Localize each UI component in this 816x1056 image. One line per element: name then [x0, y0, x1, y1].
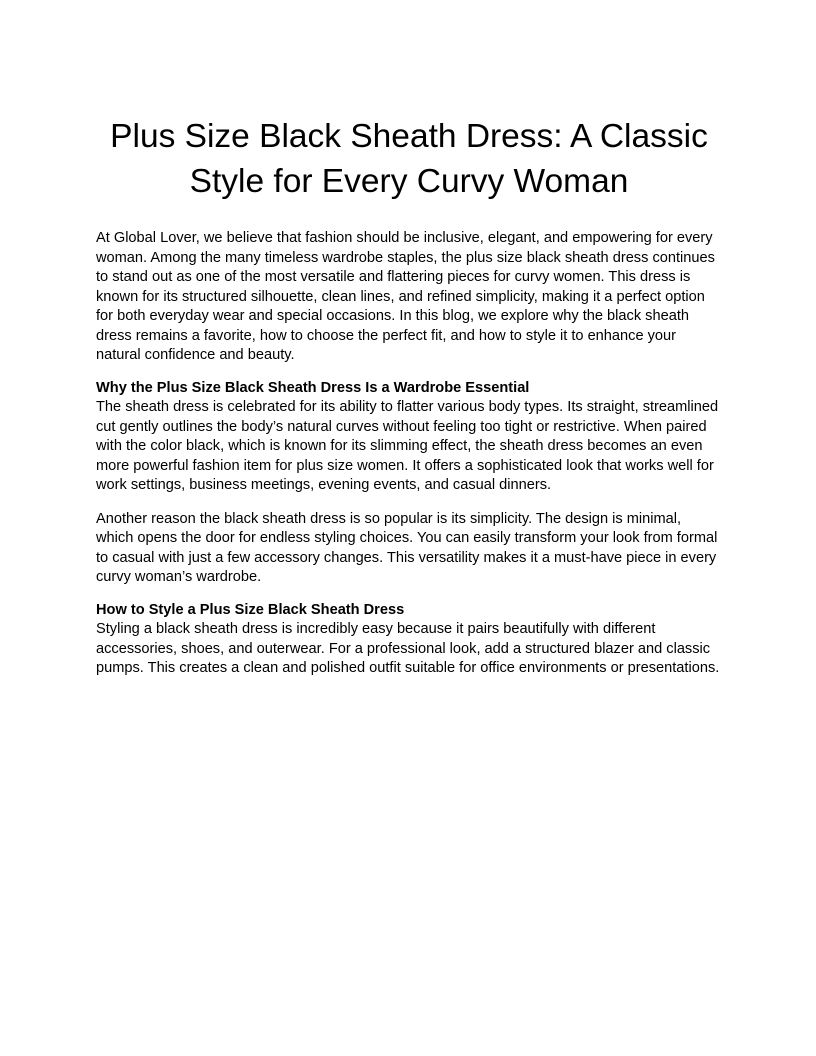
section-paragraph: Styling a black sheath dress is incredibly easy because it pairs beautifully with different accessories, shoes, and outerwear. For a professional look, add a structured blazer and classic pumps. This creates a clean and polished outfit suitable for office environments or presentations. — [96, 621, 720, 676]
title-line-2: Style for Every Curvy Woman — [189, 163, 629, 200]
section-heading: Why the Plus Size Black Sheath Dress Is a Wardrobe Essential — [96, 379, 530, 396]
section-paragraph-versatility: Another reason the black sheath dress is so popular is its simplicity. The design is minimal, which opens the door for endless styling choices. You can easily transform your look from formal to casual with just a few accessory changes. This versatility makes it a must-have piece in every curvy woman’s wardrobe. — [96, 510, 718, 585]
section-wardrobe-essential — [96, 379, 722, 496]
section-heading: How to Style a Plus Size Black Sheath Dress — [96, 601, 405, 618]
intro-paragraph: At Global Lover, we believe that fashion should be inclusive, elegant, and empowering for every woman. Among the many timeless wardrobe staples, the plus size black sheath dress continues to stand out as one of the most versatile and flattering pieces for curvy women. This dress is known for its structured silhouette, clean lines, and refined simplicity, making it a perfect option for both everyday wear and special occasions. In this blog, we explore why the black sheath dress remains a favorite, how to choose the perfect fit, and how to style it to enhance your natural confidence and beauty. — [96, 230, 715, 363]
document-title — [96, 114, 722, 204]
section-paragraph: The sheath dress is celebrated for its ability to flatter various body types. Its straight, streamlined cut gently outlines the body’s natural curves without feeling too tight or restrictive. When paired with the color black, which is known for its slimming effect, the sheath dress becomes an even more powerful fashion item for plus size women. It offers a sophisticated look that works well for work settings, business meetings, evening events, and casual dinners. — [96, 399, 719, 493]
title-line-1: Plus Size Black Sheath Dress: A Classic — [110, 118, 708, 155]
document-page — [96, 114, 722, 679]
section-how-to-style — [96, 601, 722, 679]
